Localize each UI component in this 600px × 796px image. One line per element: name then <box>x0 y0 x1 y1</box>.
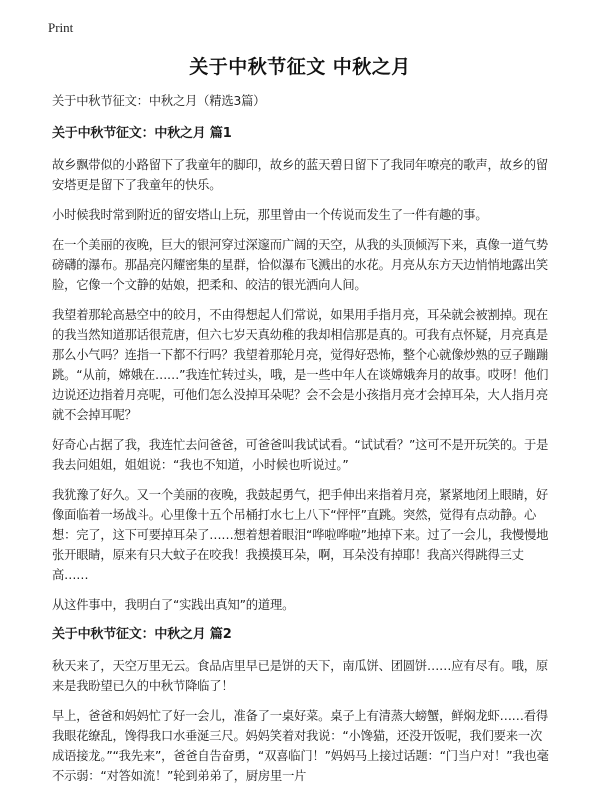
paragraph: 我望着那轮高悬空中的皎月，不由得想起人们常说，如果用手指月亮，耳朵就会被割掉。现在的我当然知道那话很荒唐，但六七岁天真幼稚的我却相信那是真的。可我有点怀疑，月亮真是那么小气吗？连指一下都不行吗？我望着那轮月亮，觉得好恐怖，整个心就像炒熟的豆子蹦蹦跳。“从前，嫦娥在……”我连忙转过头，哦，是一些中年人在谈嫦娥奔月的故事。哎呀！他们边说还边指着月亮呢，可他们怎么没掉耳朵呢？会不会是小孩指月亮才会掉耳朵，大人指月亮就不会掉耳呢？ <box>52 308 549 422</box>
section-heading-2: 关于中秋节征文：中秋之月 篇2 <box>52 627 232 642</box>
paragraph: 我犹豫了好久。又一个美丽的夜晚，我鼓起勇气，把手伸出来指着月亮，紧紧地闭上眼睛，好像面临着一场战斗。心里像十五个吊桶打水七上八下“怦怦”直跳。突然，觉得有点动静。心想：完了，这下可要掉耳朵了……想着想着眼泪“哗啦哗啦”地掉下来。过了一会儿，我慢慢地张开眼睛，原来有只大蚊子在咬我！我摸摸耳朵，啊，耳朵没有掉耶！我高兴得跳得三丈高…… <box>52 488 549 582</box>
paragraph: 秋天来了，天空万里无云。食品店里早已是饼的天下，南瓜饼、团圆饼……应有尽有。哦，原来是我盼望已久的中秋节降临了！ <box>52 659 548 693</box>
paragraph: 早上，爸爸和妈妈忙了好一会儿，准备了一桌好菜。桌子上有清蒸大螃蟹，鲜焖龙虾……看得我眼花缭乱，馋得我口水垂涎三尺。妈妈笑着对我说：“小馋猫，还没开饭呢，我们要来一次成语接龙。”“我先来”，爸爸自告奋勇，“双喜临门！”妈妈马上接过话题：“门当户对！”我也毫不示弱：“对答如流！”轮到弟弟了，厨房里一片 <box>52 709 549 783</box>
paragraph: 故乡飘带似的小路留下了我童年的脚印，故乡的蓝天碧日留下了我同年嘹亮的歌声，故乡的留安塔更是留下了我童年的快乐。 <box>52 158 548 192</box>
article-body <box>52 91 552 796</box>
page-title: 关于中秋节征文 中秋之月 <box>189 56 411 78</box>
section-heading-1: 关于中秋节征文：中秋之月 篇1 <box>52 126 232 141</box>
print-label: Print <box>48 20 74 35</box>
paragraph: 在一个美丽的夜晚，巨大的银河穿过深邃而广阔的天空，从我的头顶倾泻下来，真像一道气势磅礴的瀑布。那晶亮闪耀密集的星群，恰似瀑布飞溅出的水花。月亮从东方天边悄悄地露出笑脸，它像一个文静的姑娘，把柔和、皎洁的银光洒向人间。 <box>52 238 548 292</box>
article-subtitle: 关于中秋节征文：中秋之月（精选3篇） <box>52 94 266 108</box>
paragraph: 从这件事中，我明白了“实践出真知”的道理。 <box>52 598 295 612</box>
paragraph: 好奇心占据了我，我连忙去问爸爸，可爸爸叫我试试看。“试试看？”这可不是开玩笑的。于是我去问姐姐，姐姐说：“我也不知道，小时候也听说过。” <box>52 438 549 472</box>
paragraph: 小时候我时常到附近的留安塔山上玩，那里曾由一个传说而发生了一件有趣的事。 <box>52 208 488 222</box>
